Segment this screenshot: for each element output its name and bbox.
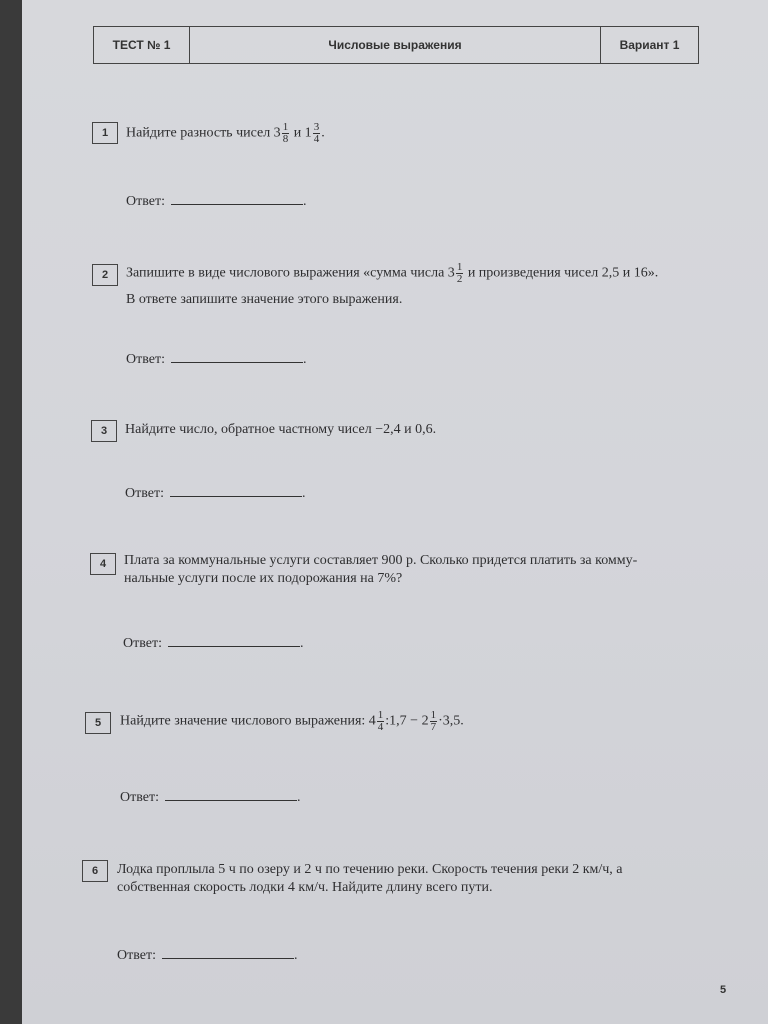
task-number-4: 4 [90, 553, 116, 575]
fraction: $\frac{1}{8}$ [282, 121, 289, 145]
answer-label: Ответ: [126, 352, 165, 367]
task-2-text-a: Запишите в виде числового выражения «сумма числа 3 [126, 265, 455, 281]
answer-row-1 [126, 192, 306, 210]
task-text-1 [126, 122, 325, 145]
fraction: $\frac{1}{2}$ [456, 261, 463, 285]
task-text-3: Найдите число, обратное частному чисел −2,4 и 0,6. [125, 422, 437, 437]
task-text-6-line2: собственная скорость лодки 4 км/ч. Найдите длину всего пути. [117, 880, 493, 895]
page-number: 5 [720, 984, 727, 996]
task-number-2: 2 [92, 264, 118, 286]
answer-row-3 [125, 484, 305, 502]
task-text-5 [120, 710, 464, 733]
answer-label: Ответ: [123, 636, 162, 651]
worksheet-page [22, 0, 768, 1024]
task-1-text-b: и 1 [290, 125, 312, 141]
fraction: $\frac{1}{7}$ [430, 709, 437, 733]
task-number-6: 6 [82, 860, 108, 882]
test-number-label: ТЕСТ № 1 [94, 27, 190, 63]
answer-blank[interactable] [171, 192, 303, 205]
fraction: $\frac{1}{4}$ [377, 709, 384, 733]
task-1-text-a: Найдите разность чисел 3 [126, 125, 281, 141]
task-text-6-line1: Лодка проплыла 5 ч по озеру и 2 ч по течению реки. Скорость течения реки 2 км/ч, а [117, 862, 623, 877]
answer-label: Ответ: [126, 194, 165, 209]
task-text-2-line2: В ответе запишите значение этого выражения. [126, 292, 403, 307]
answer-period: . [293, 948, 298, 963]
answer-row-5 [120, 788, 300, 806]
task-text-4-line1: Плата за коммунальные услуги составляет 900 р. Сколько придется платить за комму- [124, 553, 638, 568]
fraction: $\frac{3}{4}$ [313, 121, 320, 145]
answer-period: . [299, 636, 304, 651]
task-5-text-b: :1,7 − 2 [385, 713, 429, 729]
answer-label: Ответ: [125, 486, 164, 501]
task-text-4-line2: нальные услуги после их подорожания на 7%? [124, 571, 403, 586]
answer-row-4 [123, 634, 303, 652]
task-number-3: 3 [91, 420, 117, 442]
task-number-1: 1 [92, 122, 118, 144]
task-1-text-c: . [321, 125, 325, 141]
task-text-2 [126, 262, 658, 285]
answer-blank[interactable] [170, 484, 302, 497]
task-number-5: 5 [85, 712, 111, 734]
answer-label: Ответ: [120, 790, 159, 805]
test-title: Числовые выражения [328, 38, 462, 52]
answer-blank[interactable] [168, 634, 300, 647]
answer-blank[interactable] [162, 946, 294, 959]
answer-label: Ответ: [117, 948, 156, 963]
answer-blank[interactable] [165, 788, 297, 801]
answer-period: . [302, 352, 307, 367]
answer-period: . [302, 194, 307, 209]
task-2-text-b: и произведения чисел 2,5 и 16». [464, 265, 659, 281]
answer-period: . [301, 486, 306, 501]
test-header [93, 26, 699, 64]
answer-blank[interactable] [171, 350, 303, 363]
answer-row-6 [117, 946, 297, 964]
task-5-text-c: ·3,5. [438, 713, 464, 729]
variant-label: Вариант 1 [600, 27, 698, 63]
task-5-text-a: Найдите значение числового выражения: 4 [120, 713, 376, 729]
answer-period: . [296, 790, 301, 805]
answer-row-2 [126, 350, 306, 368]
